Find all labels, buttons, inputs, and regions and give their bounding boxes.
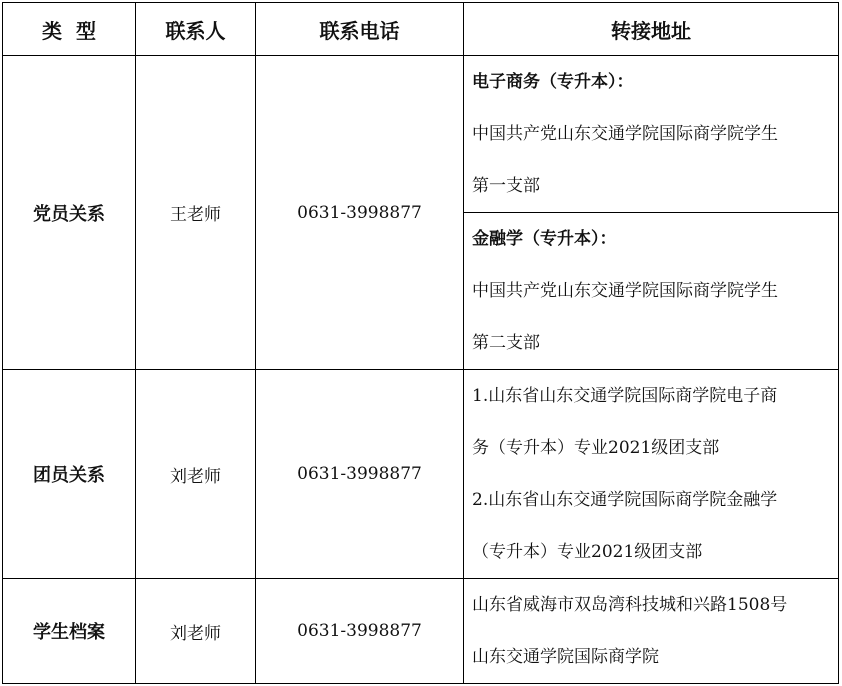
- table-row-league: [3, 370, 839, 579]
- table-row-archive: [3, 579, 839, 684]
- address-line: 中国共产党山东交通学院国际商学院学生: [472, 124, 778, 144]
- address-party-ecommerce: [464, 56, 839, 213]
- address-block-title: 电子商务（专升本）：: [472, 72, 634, 92]
- phone-party: 0631-3998877: [256, 56, 464, 370]
- address-line: （专升本）专业2021级团支部: [472, 542, 703, 562]
- address-line: 第一支部: [472, 176, 540, 196]
- address-league: [464, 370, 839, 579]
- address-line: 山东交通学院国际商学院: [472, 647, 659, 667]
- header-row: [3, 3, 839, 56]
- address-line: 1.山东省山东交通学院国际商学院电子商: [472, 386, 778, 406]
- type-league: 团员关系: [3, 370, 136, 579]
- address-line: 中国共产党山东交通学院国际商学院学生: [472, 281, 778, 301]
- table-row-party: [3, 56, 839, 213]
- header-phone: 联系电话: [256, 3, 464, 56]
- phone-archive: 0631-3998877: [256, 579, 464, 684]
- address-line: 第二支部: [472, 333, 540, 353]
- type-party: 党员关系: [3, 56, 136, 370]
- address-party-finance: [464, 213, 839, 370]
- contact-party: 王老师: [136, 56, 256, 370]
- address-line: 2.山东省山东交通学院国际商学院金融学: [472, 490, 778, 510]
- address-line: 务（专升本）专业2021级团支部: [472, 438, 720, 458]
- contact-league: 刘老师: [136, 370, 256, 579]
- address-line: 山东省威海市双岛湾科技城和兴路1508号: [472, 595, 788, 615]
- phone-league: 0631-3998877: [256, 370, 464, 579]
- header-address: 转接地址: [464, 3, 839, 56]
- address-archive: [464, 579, 839, 684]
- address-block-title: 金融学（专升本）：: [472, 229, 617, 249]
- header-contact: 联系人: [136, 3, 256, 56]
- transfer-info-table: [2, 2, 839, 684]
- header-type: 类 型: [3, 3, 136, 56]
- contact-archive: 刘老师: [136, 579, 256, 684]
- type-archive: 学生档案: [3, 579, 136, 684]
